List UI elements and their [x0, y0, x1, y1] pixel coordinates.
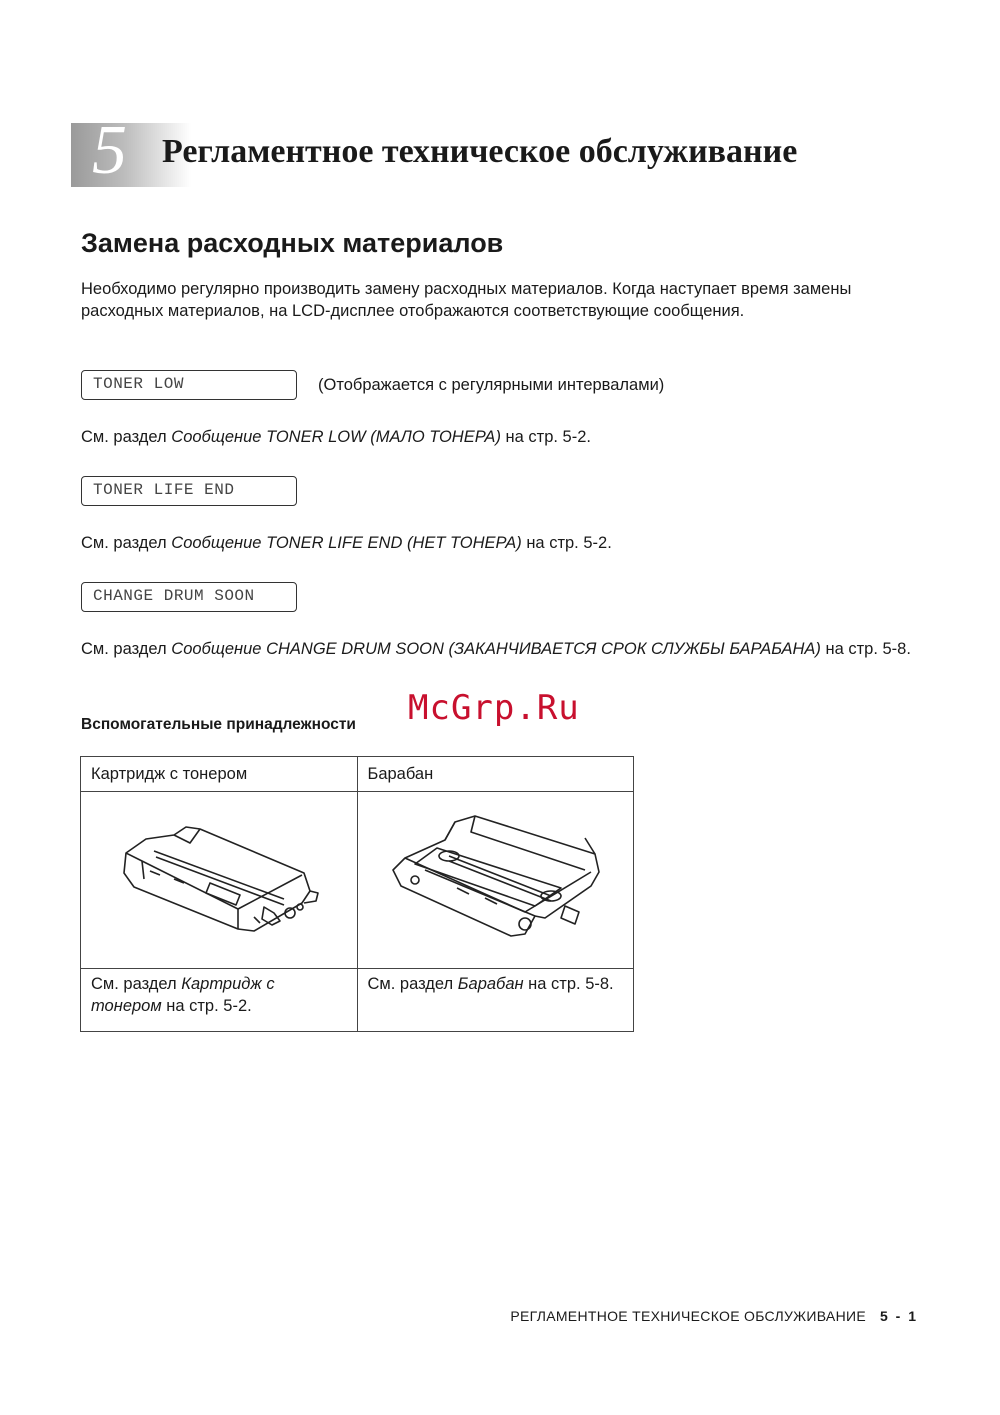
reference-suffix: на стр. 5-2.: [161, 997, 252, 1015]
drum-unit-icon: [385, 808, 605, 948]
reference-link[interactable]: Сообщение CHANGE DRUM SOON (ЗАКАНЧИВАЕТСЯ СРОК СЛУЖБЫ БАРАБАНА): [171, 640, 821, 658]
drum-cell: [357, 792, 634, 969]
footer-chapter-name: РЕГЛАМЕНТНОЕ ТЕХНИЧЕСКОЕ ОБСЛУЖИВАНИЕ: [510, 1308, 866, 1324]
reference-suffix: на стр. 5-2.: [500, 428, 591, 446]
page-footer: [510, 1308, 918, 1324]
reference-link[interactable]: Сообщение TONER LOW (МАЛО ТОНЕРА): [171, 428, 501, 446]
table-caption-row: [81, 969, 634, 1032]
lcd-message-toner-low: TONER LOW: [81, 370, 297, 400]
reference-suffix: на стр. 5-8.: [523, 975, 614, 993]
caption-toner: [81, 969, 358, 1032]
reference-link[interactable]: Картридж с тонером: [91, 975, 275, 1015]
table-header-row: [81, 757, 634, 792]
header-drum: Барабан: [357, 757, 634, 792]
intro-paragraph: Необходимо регулярно производить замену расходных материалов. Когда наступает время замены расходных материалов, на LCD-дисплее отображаются соответствующие сообщения.: [81, 280, 852, 320]
reference-prefix: См. раздел: [367, 975, 458, 993]
reference-prefix: См. раздел: [91, 975, 182, 993]
chapter-number: 5: [92, 112, 127, 189]
watermark: McGrp.Ru: [408, 688, 580, 728]
reference-toner-low: [81, 426, 931, 448]
section-title: Замена расходных материалов: [81, 228, 504, 258]
reference-prefix: См. раздел: [81, 640, 172, 658]
reference-suffix: на стр. 5-2.: [521, 534, 612, 552]
header-toner-cartridge: Картридж с тонером: [81, 757, 358, 792]
caption-drum: [357, 969, 634, 1032]
accessories-table: [80, 756, 634, 1032]
toner-cell: [81, 792, 358, 969]
chapter-title: Регламентное техническое обслуживание: [162, 133, 798, 170]
lcd-message-change-drum-soon: CHANGE DRUM SOON: [81, 582, 297, 612]
reference-change-drum-soon: [81, 638, 931, 660]
reference-prefix: См. раздел: [81, 534, 172, 552]
toner-cartridge-icon: [114, 813, 324, 943]
lcd-message-toner-life-end: TONER LIFE END: [81, 476, 297, 506]
lcd-message-note: (Отображается с регулярными интервалами): [318, 376, 665, 394]
accessories-title: Вспомогательные принадлежности: [81, 716, 356, 733]
page-number: 5 - 1: [879, 1308, 918, 1324]
reference-link[interactable]: Барабан: [457, 975, 524, 993]
reference-suffix: на стр. 5-8.: [820, 640, 911, 658]
reference-prefix: См. раздел: [81, 428, 172, 446]
reference-toner-life-end: [81, 532, 931, 554]
table-image-row: [81, 792, 634, 969]
reference-link[interactable]: Сообщение TONER LIFE END (НЕТ ТОНЕРА): [171, 534, 522, 552]
